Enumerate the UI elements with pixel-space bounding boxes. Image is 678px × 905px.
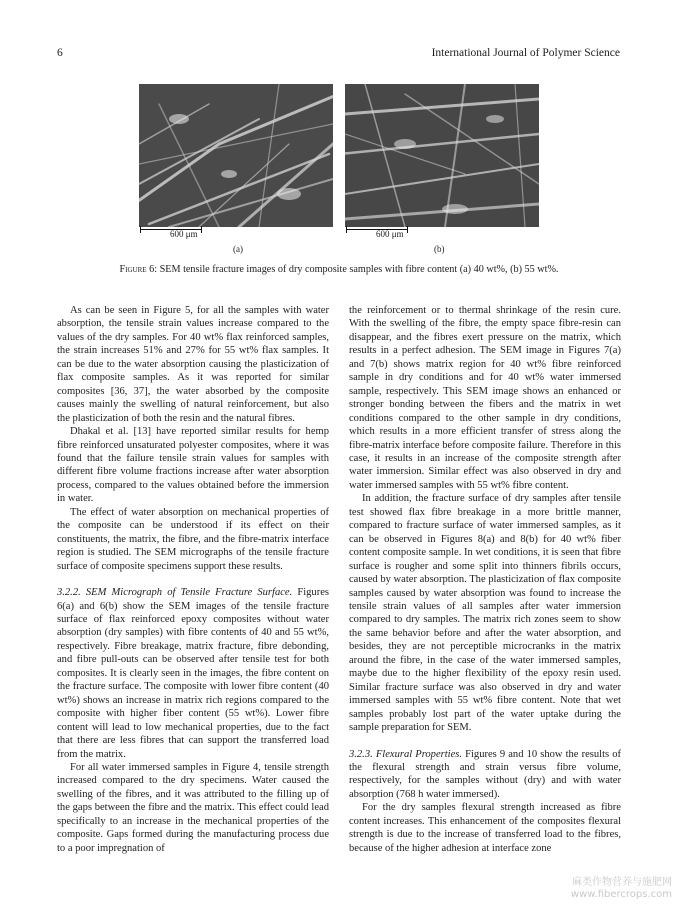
- paragraph: For the dry samples flexural strength increased as fibre content increases. This enhancement of the composites flexural strength is due to the increase of transferred load to the fibres, because of the higher adhesion at interface zone: [349, 802, 621, 854]
- subfigure-label-b: (b): [434, 244, 445, 254]
- right-column: [349, 304, 621, 855]
- section-text: Figures 6(a) and 6(b) show the SEM images of the tensile fracture surface of flax reinforced epoxy composites without water absorption (dry samples) with fibre contents of 40 and 55 wt%, respectively. Fibre breakage, matrix fracture, fibre debonding, and fibre pull-outs can be observed after tensile test for both composites. It is clearly seen in the images, the fibre content on the fracture surface. The composite with lower fibre content (40 wt%) shows an increase in matrix rich regions compared to the composite with higher fiber content (55 wt%). Lower fibre content will lead to low mechanical properties, due to the fact that there are less fibres that can support the transferred load from the matrix.: [57, 587, 330, 760]
- figure-caption-label: Figure 6:: [119, 264, 158, 275]
- paragraph: In addition, the fracture surface of dry samples after tensile test showed flax fibre breakage in a more brittle manner, compared to fracture surface of water immersed samples, as it can be observed in Figures 8(a) and 8(b) for 40 wt% fiber content composite sample. In wet conditions, it is seen that fibre surface is rougher and some split into thinners fibrils occurs, caused by water absorption. The plasticization of flax composite samples caused by water absorption was found to increase the tensile strain values of all samples after water immersion compared to dry samples. The matrix rich zones seem to show the same behavior before and after the water absorption, and besides, they are not perceptible microcranks in the matrix around the fibre, in the case of the water immersed samples, maybe due to the higher flexibility of the epoxy resin used. Similar fracture surface was also observed in dry and water immersed samples with 55 wt% fibre content. Note that wet samples probably lost part of the water uptake during the sample preparation for SEM.: [349, 493, 621, 734]
- section-heading: 3.2.2. SEM Micrograph of Tensile Fracture Surface.: [57, 587, 293, 599]
- figure-caption-text: SEM tensile fracture images of dry composite samples with fibre content (a) 40 wt%, (b) 55 wt%.: [157, 264, 559, 275]
- sem-image-a: [139, 84, 333, 227]
- paragraph: the reinforcement or to thermal shrinkage of the resin cure. With the swelling of the fibre, the empty space fibre-resin can disappear, and the fibres exert pressure on the matrix, which results in a perfect adhesion. The SEM image in Figures 7(a) and 7(b) shows matrix region for 40 wt% fibre reinforced sample in dry conditions and for 40 wt% water immersed sample, respectively. This SEM image shows an enhanced or stronger bonding between the fibers and the matrix in wet conditions compared to the other sample in dry conditions, which results in a more efficient transfer of stress along the fibre-matrix interface before composite failure. Therefore in this case, it results in an increase of the composite strength after water immersion. Similar effect was also observed in dry and water immersed samples with 55 wt% fibre content.: [349, 305, 621, 491]
- paragraph: Dhakal et al. [13] have reported similar results for hemp fibre reinforced unsaturated polyester composites, where it was found that the failure tensile strain values for samples with different fibre volume fractions increase after water absorption process, compared to the values obtained before the immersion in water.: [57, 426, 329, 505]
- watermark-line1: 麻类作物营养与施肥网: [572, 877, 672, 888]
- journal-title: International Journal of Polymer Science: [431, 47, 620, 59]
- paragraph: As can be seen in Figure 5, for all the samples with water absorption, the tensile strain values increase compared to the values of the dry samples. For 40 wt% flax reinforced samples, the strain increases 51% and 27% for 55 wt% flax samples. It can be due to the water absorption causing the plasticization of flax composite samples. As it was reported for similar composites [36, 37], the water absorbed by the composite causes mainly the swelling of natural reinforcement, but also the plasticization of both the resin and the natural fibres.: [57, 305, 329, 424]
- sem-image-b: [345, 84, 539, 227]
- paragraph: The effect of water absorption on mechanical properties of the composite can be understood if its effect on their constituents, the matrix, the fibre, and the fibre-matrix interface region is studied. The SEM micrographs of the tensile fracture surface of composite specimens support these results.: [57, 506, 329, 572]
- sem-image-b-graphic: [345, 84, 539, 227]
- section-paragraph: [57, 586, 329, 761]
- section-paragraph: [349, 748, 621, 802]
- watermark: [571, 877, 672, 901]
- left-column: [57, 304, 329, 855]
- watermark-line2: www.fibercrops.com: [570, 889, 672, 900]
- figure-caption: [0, 264, 678, 275]
- section-heading: 3.2.3. Flexural Properties.: [349, 748, 463, 760]
- page-number: 6: [57, 47, 63, 59]
- paragraph: For all water immersed samples in Figure 4, tensile strength increased compared to the dry specimens. Water caused the swelling of the fibres, and it was attributed to the filling up of the gaps between the fibre and the matrix. This effect could lead specifically to an increase in the mechanical properties of the composite. Gaps formed during the manufacturing process due to a poor impregnation of: [57, 761, 329, 854]
- scale-label-b: 600 μm: [376, 229, 404, 239]
- scale-label-a: 600 μm: [170, 229, 198, 239]
- section-text: Figures 9 and 10 show the results of the flexural strength and strain versus fibre volume, respectively, for the samples without (dry) and with water absorption (768 h water immersed).: [349, 748, 622, 800]
- subfigure-label-a: (a): [233, 244, 243, 254]
- sem-image-a-graphic: [139, 84, 333, 227]
